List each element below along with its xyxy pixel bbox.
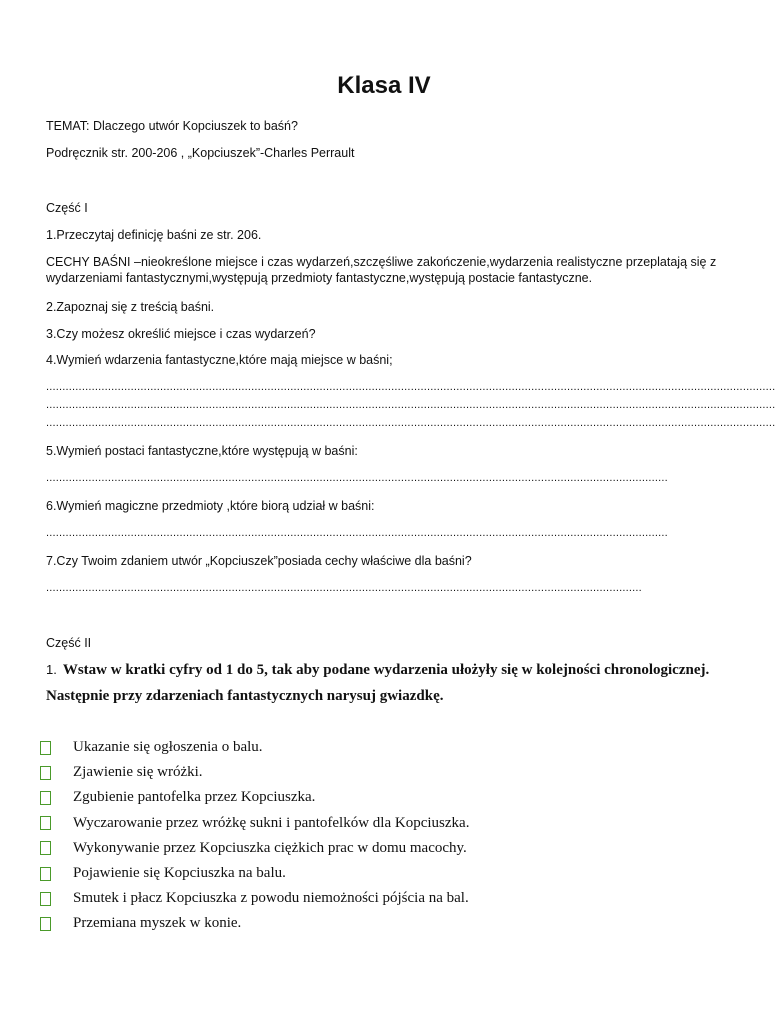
part1-heading: Część I	[46, 201, 88, 215]
question-1: 1.Przeczytaj definicję baśni ze str. 206.	[46, 228, 262, 242]
event-text: Ukazanie się ogłoszenia o balu.	[73, 739, 263, 756]
list-item	[40, 836, 720, 861]
list-item	[40, 785, 720, 810]
order-checkbox[interactable]	[40, 766, 51, 780]
part2-instruction	[46, 657, 736, 709]
event-text: Pojawienie się Kopciuszka na balu.	[73, 865, 286, 882]
question-7: 7.Czy Twoim zdaniem utwór „Kopciuszek”posiada cechy właściwe dla baśni?	[46, 554, 472, 568]
question-3: 3.Czy możesz określić miejsce i czas wydarzeń?	[46, 327, 316, 341]
part2-heading: Część II	[46, 636, 92, 650]
event-text: Zgubienie pantofelka przez Kopciuszka.	[73, 789, 316, 806]
event-list	[40, 735, 720, 937]
question-6: 6.Wymień magiczne przedmioty ,które biorą udział w baśni:	[46, 499, 375, 513]
answer-line[interactable]: ................................................................................................................................................................................................................................	[46, 381, 775, 393]
order-checkbox[interactable]	[40, 892, 51, 906]
event-text: Wyczarowanie przez wróżkę sukni i pantofelków dla Kopciuszka.	[73, 814, 470, 831]
order-checkbox[interactable]	[40, 841, 51, 855]
event-text: Smutek i płacz Kopciuszka z powodu niemożności pójścia na bal.	[73, 890, 469, 907]
answer-line[interactable]: ...............................................................................................................................................................................................	[46, 472, 668, 484]
question-5: 5.Wymień postaci fantastyczne,które występują w baśni:	[46, 444, 358, 458]
list-item	[40, 911, 720, 936]
list-item	[40, 735, 720, 760]
event-text: Zjawienie się wróżki.	[73, 764, 203, 781]
order-checkbox[interactable]	[40, 791, 51, 805]
topic-line: TEMAT: Dlaczego utwór Kopciuszek to baśń?	[46, 119, 298, 133]
order-checkbox[interactable]	[40, 867, 51, 881]
list-item	[40, 886, 720, 911]
list-item	[40, 760, 720, 785]
textbook-line: Podręcznik str. 200-206 , „Kopciuszek”-Charles Perrault	[46, 146, 355, 160]
event-text: Wykonywanie przez Kopciuszka ciężkich prac w domu macochy.	[73, 839, 467, 856]
event-text: Przemiana myszek w konie.	[73, 915, 242, 932]
question-2: 2.Zapoznaj się z treścią baśni.	[46, 300, 215, 314]
list-item	[40, 811, 720, 836]
answer-line[interactable]: .......................................................................................................................................................................................	[46, 582, 642, 594]
answer-line[interactable]: ................................................................................................................................................................................................................................	[46, 399, 775, 411]
instruction-text: Wstaw w kratki cyfry od 1 do 5, tak aby podane wydarzenia ułożyły się w kolejności chronologicznej. Następnie przy zdarzeniach fantastycznych narysuj gwiazdkę.	[46, 662, 710, 704]
instruction-number: 1.	[46, 662, 57, 677]
answer-line[interactable]: ...............................................................................................................................................................................................	[46, 527, 668, 539]
answer-line[interactable]: ................................................................................................................................................................................................................................	[46, 417, 775, 429]
order-checkbox[interactable]	[40, 741, 51, 755]
order-checkbox[interactable]	[40, 917, 51, 931]
question-4: 4.Wymień wdarzenia fantastyczne,które mają miejsce w baśni;	[46, 353, 393, 367]
page-title: Klasa IV	[337, 72, 431, 99]
fairy-tale-features: CECHY BAŚNI –nieokreślone miejsce i czas wydarzeń,szczęśliwe zakończenie,wydarzenia realistyczne przeplatają się z wydarzeniami fantastycznymi,występują przedmioty fantastyczne,występują postacie fantastyczne.	[46, 255, 717, 285]
order-checkbox[interactable]	[40, 816, 51, 830]
list-item	[40, 861, 720, 886]
